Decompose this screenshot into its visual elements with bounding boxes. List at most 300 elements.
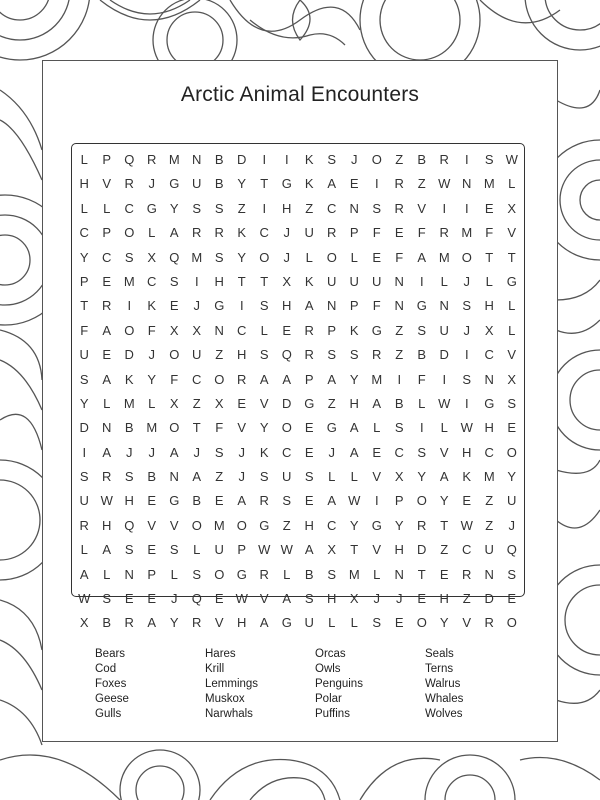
grid-letter: L: [148, 225, 156, 241]
word-list-item: Owls: [315, 663, 341, 675]
grid-letter: E: [214, 493, 224, 509]
grid-row: [73, 441, 523, 465]
grid-letter: L: [440, 273, 448, 289]
grid-letter: C: [124, 200, 134, 216]
grid-letter: V: [237, 420, 247, 436]
grid-letter: R: [102, 298, 112, 314]
grid-letter: J: [148, 347, 155, 363]
grid-letter: P: [79, 273, 89, 289]
grid-letter: T: [260, 273, 269, 289]
grid-letter: U: [439, 322, 449, 338]
grid-letter: G: [326, 420, 337, 436]
grid-letter: W: [460, 517, 473, 533]
grid-letter: A: [349, 444, 359, 460]
grid-letter: V: [417, 200, 427, 216]
grid-letter: I: [442, 371, 447, 387]
grid-letter: R: [462, 566, 472, 582]
grid-letter: B: [417, 152, 427, 167]
grid-letter: X: [169, 322, 179, 338]
grid-letter: Y: [147, 371, 157, 387]
grid-letter: S: [192, 200, 202, 216]
grid-letter: B: [147, 469, 157, 485]
grid-letter: O: [191, 517, 202, 533]
grid-letter: W: [235, 591, 248, 607]
grid-letter: Y: [79, 249, 89, 265]
grid-letter: Z: [237, 200, 246, 216]
grid-letter: L: [373, 420, 381, 436]
grid-letter: H: [484, 420, 494, 436]
grid-letter: L: [103, 395, 111, 411]
grid-letter: S: [214, 249, 224, 265]
grid-letter: D: [439, 347, 449, 363]
grid-row: [73, 416, 523, 440]
word-list-item: Lemmings: [205, 678, 259, 690]
grid-letter: L: [508, 298, 516, 314]
grid-row: [73, 197, 523, 221]
grid-letter: Q: [506, 542, 517, 558]
grid-letter: M: [123, 273, 135, 289]
grid-row: [73, 611, 523, 635]
grid-letter: D: [237, 152, 247, 167]
grid-letter: B: [417, 347, 427, 363]
grid-letter: Y: [349, 517, 359, 533]
grid-letter: U: [484, 542, 494, 558]
grid-letter: Z: [440, 542, 449, 558]
grid-letter: L: [103, 200, 111, 216]
word-list-item: Geese: [95, 693, 129, 705]
grid-letter: G: [506, 273, 517, 289]
grid-letter: R: [102, 469, 112, 485]
grid-row: [73, 465, 523, 489]
word-column: [425, 647, 535, 722]
grid-row: [73, 538, 523, 562]
grid-letter: R: [192, 225, 202, 241]
grid-letter: H: [484, 298, 494, 314]
grid-letter: X: [507, 371, 517, 387]
grid-letter: I: [284, 152, 289, 167]
grid-letter: L: [350, 249, 358, 265]
grid-letter: E: [349, 176, 359, 192]
grid-letter: T: [507, 249, 516, 265]
grid-row: [73, 294, 523, 318]
grid-letter: E: [439, 566, 449, 582]
grid-letter: T: [260, 176, 269, 192]
grid-letter: R: [147, 152, 157, 167]
grid-row: [73, 319, 523, 343]
grid-letter: S: [259, 298, 269, 314]
grid-letter: S: [259, 347, 269, 363]
grid-letter: B: [214, 152, 224, 167]
grid-letter: W: [78, 591, 91, 607]
grid-letter: G: [259, 517, 270, 533]
grid-letter: B: [304, 566, 314, 582]
grid-letter: L: [508, 176, 516, 192]
grid-letter: S: [124, 542, 134, 558]
grid-letter: M: [371, 371, 383, 387]
grid-letter: J: [148, 444, 155, 460]
grid-row: [73, 368, 523, 392]
grid-row: [73, 343, 523, 367]
grid-row: [73, 221, 523, 245]
grid-letter: S: [484, 152, 494, 167]
grid-letter: O: [506, 444, 517, 460]
grid-letter: N: [102, 420, 112, 436]
grid-letter: E: [417, 591, 427, 607]
grid-letter: S: [462, 371, 472, 387]
grid-letter: L: [193, 542, 201, 558]
grid-letter: A: [259, 615, 269, 631]
word-list-item: Wolves: [425, 708, 463, 720]
grid-row: [73, 172, 523, 196]
grid-letter: M: [483, 469, 495, 485]
grid-letter: R: [327, 225, 337, 241]
grid-letter: P: [147, 566, 157, 582]
grid-letter: Z: [417, 176, 426, 192]
grid-letter: E: [507, 420, 517, 436]
grid-letter: E: [169, 298, 179, 314]
grid-letter: P: [304, 371, 314, 387]
grid-letter: N: [394, 566, 404, 582]
grid-letter: S: [372, 200, 382, 216]
grid-letter: G: [214, 298, 225, 314]
grid-letter: S: [169, 542, 179, 558]
grid-letter: W: [280, 542, 293, 558]
grid-letter: U: [304, 225, 314, 241]
grid-letter: E: [372, 444, 382, 460]
grid-letter: Y: [169, 200, 179, 216]
grid-letter: L: [328, 469, 336, 485]
grid-row: [73, 148, 523, 172]
grid-letter: N: [462, 176, 472, 192]
grid-letter: F: [80, 322, 89, 338]
grid-letter: E: [507, 591, 517, 607]
grid-letter: L: [260, 322, 268, 338]
grid-row: [73, 392, 523, 416]
grid-letter: V: [507, 225, 517, 241]
grid-letter: E: [237, 395, 247, 411]
grid-letter: V: [462, 615, 472, 631]
grid-letter: A: [102, 444, 112, 460]
grid-letter: O: [416, 615, 427, 631]
grid-letter: H: [439, 591, 449, 607]
grid-letter: A: [259, 371, 269, 387]
grid-letter: S: [327, 152, 337, 167]
grid-letter: R: [394, 176, 404, 192]
grid-letter: Y: [237, 176, 247, 192]
grid-letter: R: [79, 517, 89, 533]
grid-letter: S: [214, 200, 224, 216]
grid-letter: D: [484, 591, 494, 607]
grid-letter: O: [461, 249, 472, 265]
grid-letter: S: [124, 249, 134, 265]
grid-letter: Z: [395, 152, 404, 167]
grid-letter: C: [484, 347, 494, 363]
grid-letter: V: [102, 176, 112, 192]
grid-letter: O: [214, 566, 225, 582]
grid-letter: D: [79, 420, 89, 436]
grid-letter: G: [146, 200, 157, 216]
word-list-item: Cod: [95, 663, 117, 675]
grid-letter: K: [304, 273, 314, 289]
grid-letter: J: [283, 249, 290, 265]
grid-letter: N: [124, 566, 134, 582]
word-list-item: Bears: [95, 648, 126, 660]
grid-letter: H: [462, 444, 472, 460]
word-list-item: Penguins: [315, 678, 363, 690]
grid-letter: F: [417, 371, 426, 387]
grid-letter: S: [372, 615, 382, 631]
grid-letter: Z: [485, 517, 494, 533]
grid-letter: Q: [191, 591, 202, 607]
word-column: [205, 647, 315, 722]
grid-letter: A: [327, 176, 337, 192]
grid-letter: S: [462, 298, 472, 314]
grid-letter: J: [126, 444, 133, 460]
grid-letter: E: [124, 591, 134, 607]
grid-letter: U: [282, 469, 292, 485]
grid-letter: X: [507, 200, 517, 216]
grid-letter: X: [79, 615, 89, 631]
grid-letter: I: [419, 273, 424, 289]
grid-letter: M: [146, 420, 158, 436]
grid-letter: V: [147, 517, 157, 533]
grid-letter: R: [237, 371, 247, 387]
grid-letter: C: [192, 371, 202, 387]
grid-letter: A: [304, 542, 314, 558]
grid-letter: F: [485, 225, 494, 241]
grid-letter: V: [169, 517, 179, 533]
word-list-item: Krill: [205, 663, 225, 675]
grid-letter: E: [304, 420, 314, 436]
grid-letter: L: [283, 566, 291, 582]
grid-letter: E: [102, 273, 112, 289]
grid-letter: W: [438, 395, 451, 411]
grid-letter: A: [327, 493, 337, 509]
word-list-item: Walrus: [425, 678, 461, 690]
grid-letter: Z: [305, 200, 314, 216]
grid-letter: H: [349, 395, 359, 411]
grid-letter: L: [350, 615, 358, 631]
grid-letter: H: [214, 273, 224, 289]
grid-letter: J: [193, 298, 200, 314]
grid-letter: L: [328, 615, 336, 631]
grid-letter: U: [327, 273, 337, 289]
grid-letter: E: [394, 225, 404, 241]
grid-letter: R: [259, 566, 269, 582]
grid-letter: V: [259, 591, 269, 607]
grid-letter: S: [394, 420, 404, 436]
grid-letter: V: [259, 395, 269, 411]
grid-letter: T: [440, 517, 449, 533]
grid-letter: C: [327, 517, 337, 533]
grid-letter: A: [417, 249, 427, 265]
grid-letter: O: [236, 517, 247, 533]
grid-letter: A: [79, 566, 89, 582]
word-list-item: Whales: [425, 693, 464, 705]
grid-letter: E: [304, 493, 314, 509]
grid-letter: F: [372, 298, 381, 314]
grid-letter: S: [327, 347, 337, 363]
grid-letter: J: [148, 176, 155, 192]
grid-letter: Z: [215, 347, 224, 363]
grid-letter: O: [124, 322, 135, 338]
grid-letter: X: [192, 322, 202, 338]
grid-letter: W: [460, 420, 473, 436]
grid-letter: H: [327, 591, 337, 607]
grid-letter: Z: [282, 517, 291, 533]
grid-letter: B: [192, 493, 202, 509]
word-list-item: Narwhals: [205, 708, 253, 720]
grid-letter: H: [102, 517, 112, 533]
grid-letter: O: [214, 371, 225, 387]
grid-letter: I: [127, 298, 132, 314]
word-column: [95, 647, 205, 722]
grid-letter: N: [192, 152, 202, 167]
grid-letter: B: [102, 615, 112, 631]
grid-letter: G: [371, 322, 382, 338]
grid-letter: O: [124, 225, 135, 241]
grid-letter: G: [281, 176, 292, 192]
grid-letter: V: [372, 469, 382, 485]
grid-letter: O: [169, 420, 180, 436]
grid-letter: C: [79, 225, 89, 241]
grid-letter: M: [348, 566, 360, 582]
grid-letter: M: [483, 176, 495, 192]
grid-letter: S: [214, 444, 224, 460]
grid-letter: L: [80, 152, 88, 167]
grid-letter: I: [419, 420, 424, 436]
grid-letter: J: [373, 591, 380, 607]
grid-letter: E: [372, 249, 382, 265]
grid-letter: X: [394, 469, 404, 485]
grid-letter: J: [463, 322, 470, 338]
grid-letter: R: [394, 200, 404, 216]
grid-letter: F: [215, 420, 224, 436]
grid-letter: R: [439, 225, 449, 241]
grid-letter: L: [148, 395, 156, 411]
grid-letter: N: [349, 200, 359, 216]
word-list: [95, 647, 535, 722]
grid-letter: R: [304, 347, 314, 363]
grid-letter: P: [102, 152, 112, 167]
grid-letter: O: [506, 615, 517, 631]
grid-letter: S: [124, 469, 134, 485]
grid-letter: D: [417, 542, 427, 558]
letter-grid: [71, 143, 525, 631]
grid-letter: W: [100, 493, 113, 509]
word-list-item: Hares: [205, 648, 236, 660]
grid-letter: L: [440, 420, 448, 436]
word-list-item: Orcas: [315, 648, 346, 660]
grid-letter: O: [371, 152, 382, 167]
grid-letter: Z: [462, 591, 471, 607]
grid-letter: F: [372, 225, 381, 241]
grid-letter: R: [192, 615, 202, 631]
grid-letter: I: [262, 200, 267, 216]
grid-letter: P: [327, 322, 337, 338]
grid-letter: M: [213, 517, 225, 533]
grid-letter: J: [238, 444, 245, 460]
grid-letter: L: [80, 200, 88, 216]
puzzle-sheet: [42, 60, 558, 742]
grid-letter: A: [102, 322, 112, 338]
grid-letter: Q: [169, 249, 180, 265]
grid-letter: H: [304, 517, 314, 533]
grid-letter: P: [394, 493, 404, 509]
grid-letter: C: [282, 444, 292, 460]
grid-letter: Y: [169, 615, 179, 631]
grid-letter: D: [282, 395, 292, 411]
grid-letter: H: [282, 200, 292, 216]
grid-letter: Y: [237, 249, 247, 265]
grid-letter: U: [192, 176, 202, 192]
grid-letter: O: [169, 347, 180, 363]
grid-letter: I: [194, 273, 199, 289]
word-list-item: Muskox: [205, 693, 245, 705]
grid-letter: S: [192, 566, 202, 582]
grid-letter: X: [484, 322, 494, 338]
grid-letter: S: [282, 493, 292, 509]
grid-letter: G: [304, 395, 315, 411]
grid-letter: L: [80, 542, 88, 558]
grid-letter: Z: [485, 493, 494, 509]
grid-letter: T: [485, 249, 494, 265]
grid-letter: C: [102, 249, 112, 265]
grid-letter: B: [394, 395, 404, 411]
grid-letter: E: [147, 542, 157, 558]
grid-letter: U: [79, 347, 89, 363]
grid-letter: N: [484, 371, 494, 387]
grid-letter: R: [484, 615, 494, 631]
grid-letter: X: [327, 542, 337, 558]
grid-letter: O: [416, 493, 427, 509]
grid-letter: E: [102, 347, 112, 363]
grid-letter: I: [374, 493, 379, 509]
grid-letter: X: [282, 273, 292, 289]
grid-letter: X: [147, 249, 157, 265]
grid-letter: L: [485, 273, 493, 289]
grid-letter: Y: [439, 615, 449, 631]
grid-letter: T: [350, 542, 359, 558]
grid-letter: Y: [417, 469, 427, 485]
grid-letter: L: [103, 566, 111, 582]
grid-letter: P: [349, 298, 359, 314]
grid-letter: W: [438, 176, 451, 192]
grid-letter: S: [417, 322, 427, 338]
grid-letter: P: [237, 542, 247, 558]
grid-letter: K: [349, 322, 359, 338]
grid-letter: W: [258, 542, 271, 558]
grid-letter: K: [304, 176, 314, 192]
grid-letter: I: [464, 347, 469, 363]
grid-letter: S: [79, 469, 89, 485]
grid-letter: I: [442, 200, 447, 216]
grid-letter: L: [170, 566, 178, 582]
grid-letter: Y: [259, 420, 269, 436]
grid-letter: H: [282, 298, 292, 314]
grid-letter: J: [328, 444, 335, 460]
grid-letter: L: [305, 249, 313, 265]
grid-letter: O: [326, 249, 337, 265]
grid-letter: O: [281, 420, 292, 436]
grid-letter: A: [282, 371, 292, 387]
grid-letter: C: [484, 444, 494, 460]
grid-row: [73, 489, 523, 513]
grid-letter: A: [372, 395, 382, 411]
grid-letter: T: [192, 420, 201, 436]
puzzle-title: Arctic Animal Encounters: [180, 83, 420, 106]
grid-letter: S: [349, 347, 359, 363]
